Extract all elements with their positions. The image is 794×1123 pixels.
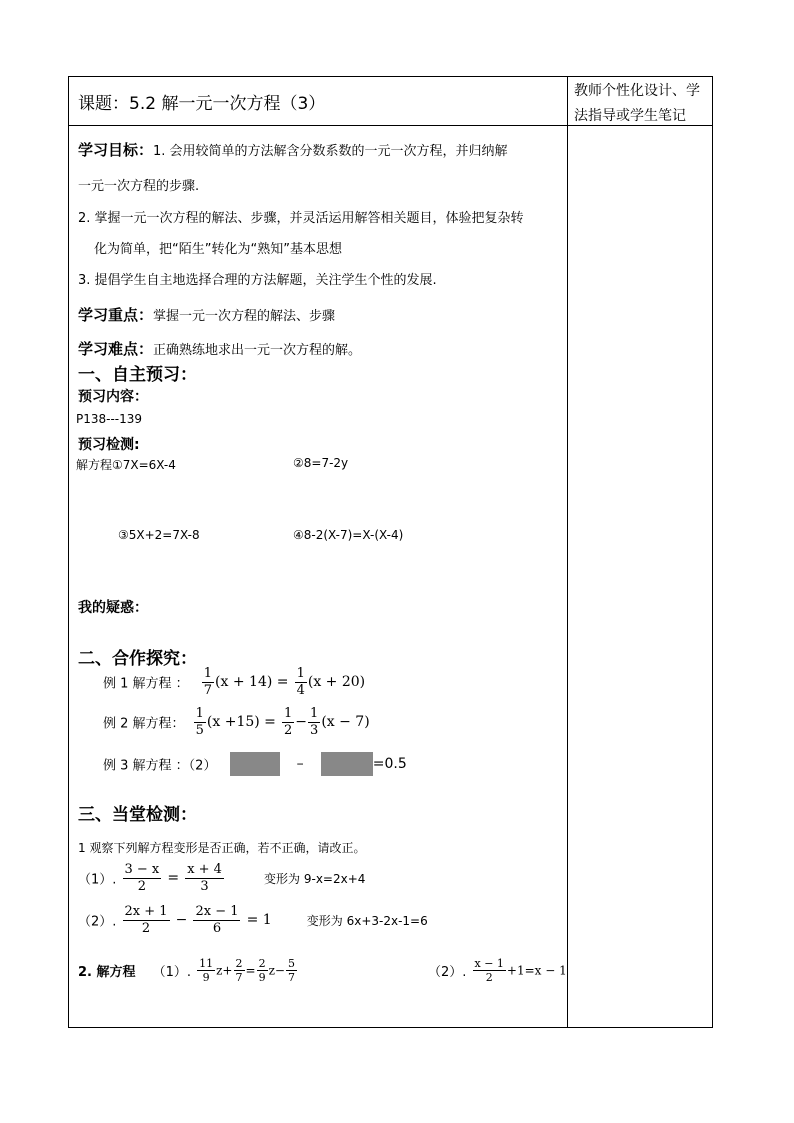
table-border-bottom: [68, 1027, 713, 1028]
check-q1-part2-result: 变形为 6x+3-2x-1=6: [306, 913, 428, 928]
check-q1-part1-result: 变形为 9-x=2x+4: [264, 871, 366, 886]
check-q2-label: 2. 解方程: [78, 965, 136, 981]
preview-eq-1: 解方程①7X=6X-4: [76, 458, 176, 472]
fraction-1-3: $\frac{1}{3}$: [310, 706, 319, 738]
table-border-top: [68, 76, 713, 77]
example-2-part-a: (x +15) =: [206, 714, 276, 731]
objective-2b: 化为简单，把“陌生”转化为“熟知”基本思想: [94, 242, 342, 257]
table-border-right: [712, 76, 713, 1028]
check-question-1: 1 观察下列解方程变形是否正确，若不正确，请改正。: [78, 841, 366, 855]
header-divider: [68, 125, 713, 126]
explore-heading: 二、合作探究：: [78, 649, 197, 669]
check-q1-part1: （1）. $\frac{3 - x}{2}$ = $\frac{x + 4}{3}$ 变形为 9-x=2x+4: [78, 862, 366, 894]
key-point-text: 掌握一元一次方程的解法、步骤: [153, 309, 336, 324]
doubt-label: 我的疑惑：: [78, 600, 148, 616]
check-q2: 2. 解方程 （1）. $\frac{11}{9}$ z+ $\frac{2}{7}$ = $\frac{2}{9}$ z− $\frac{5}{7}$: [78, 957, 295, 985]
check-q1-part2: （2）. $\frac{2x + 1}{2}$ − $\frac{2x - 1}{6}$ = 1 变形为 6x+3-2x-1=6: [78, 904, 428, 936]
fraction-1-7: $\frac{1}{7}$: [203, 666, 213, 698]
example-3: [103, 752, 407, 776]
example-2-minus: −: [295, 714, 308, 731]
example-1-part-a: (x + 14) =: [215, 674, 289, 691]
redacted-equation-block-1: [230, 752, 280, 776]
preview-eq-3: ③5X+2=7X-8: [118, 528, 200, 542]
preview-pages: P138---139: [76, 412, 143, 426]
difficulty: [78, 338, 361, 359]
example-1: [103, 666, 365, 698]
redacted-equation-block-2: [321, 752, 373, 776]
objectives-line1: [78, 139, 508, 160]
check-q2-part2: （2）. $\frac{x - 1}{2}$ +1=x − 1: [428, 957, 567, 985]
example-3-label: 例 3 解方程 ：（2）: [103, 758, 217, 774]
difficulty-label: 学习难点：: [78, 340, 154, 358]
example-2-part-b: (x − 7): [321, 714, 370, 731]
preview-heading: 一、自主预习：: [78, 365, 197, 385]
key-point: [78, 304, 335, 325]
page-title: 课题：5.2 解一元一次方程（3）: [78, 94, 326, 114]
example-3-minus: –: [296, 756, 304, 772]
preview-eq-2: ②8=7-2y: [293, 456, 349, 470]
example-2-label: 例 2 解方程：: [103, 716, 185, 732]
objective-3: 3. 提倡学生自主地选择合理的方法解题，关注学生个性的发展.: [78, 273, 437, 288]
difficulty-text: 正确熟练地求出一元一次方程的解。: [153, 343, 362, 358]
objective-1a: 1. 会用较简单的方法解含分数系数的一元一次方程，并归纳解: [153, 144, 508, 159]
objective-2a: 2. 掌握一元一次方程的解法、步骤，并灵活运用解答相关题目，体验把复杂转: [78, 211, 524, 226]
side-column-title-line2: 法指导或学生笔记: [574, 108, 686, 124]
example-1-label: 例 1 解方程 ：: [103, 676, 189, 692]
objective-1b: 一元一次方程的步骤.: [78, 179, 200, 194]
fraction-1-5: $\frac{1}{5}$: [195, 706, 204, 738]
preview-check-label: 预习检测:: [78, 437, 140, 453]
example-3-rhs: =0.5: [372, 756, 407, 772]
side-column-title-line1: 教师个性化设计、学: [574, 83, 700, 99]
fraction-1-2: $\frac{1}{2}$: [284, 706, 293, 738]
preview-content-label: 预习内容：: [78, 389, 148, 405]
table-border-left: [68, 76, 69, 1028]
fraction-1-4: $\frac{1}{4}$: [296, 666, 305, 698]
example-2: [103, 706, 370, 738]
example-1-part-b: (x + 20): [307, 674, 366, 691]
key-point-label: 学习重点：: [78, 306, 154, 324]
objectives-label: 学习目标：: [78, 141, 154, 159]
preview-eq-4: ④8-2(X-7)=X-(X-4): [293, 528, 404, 542]
column-divider: [567, 76, 568, 1028]
check-heading: 三、当堂检测：: [78, 805, 197, 825]
